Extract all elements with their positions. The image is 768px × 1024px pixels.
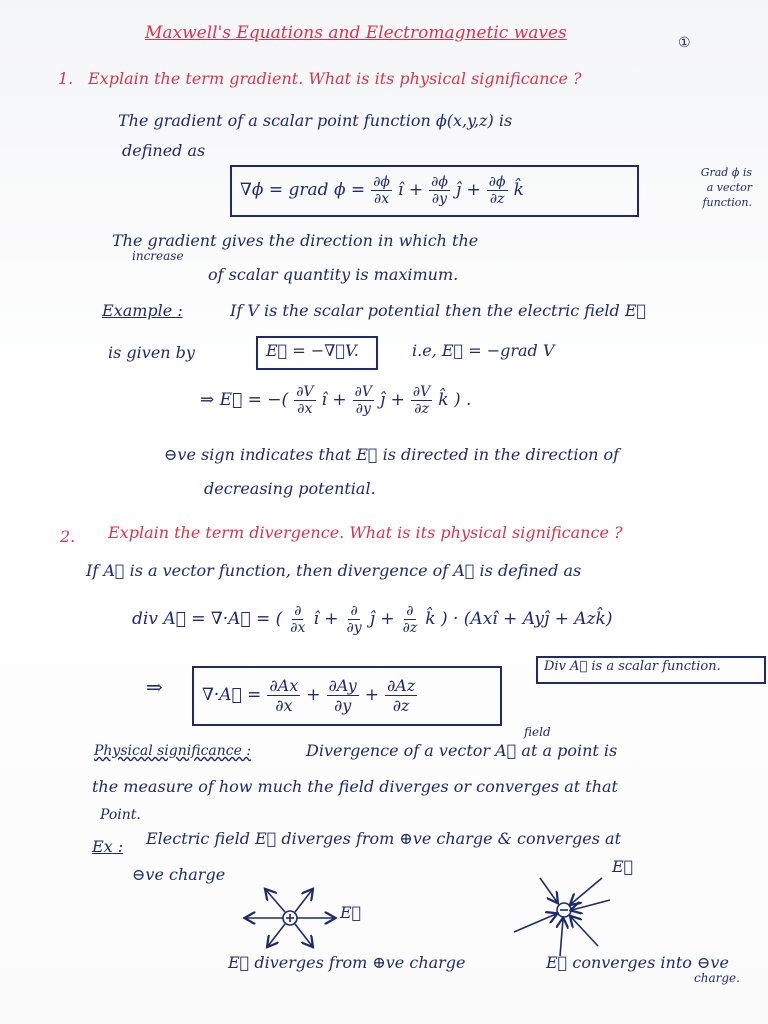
e-field-label-left: E⃗: [340, 903, 362, 922]
plus-sign: +: [306, 685, 321, 705]
potential-partial-y: $\frac{\partial V}{\partial y}$: [354, 383, 372, 417]
unit-j: ĵ +: [369, 609, 395, 629]
q1-definition-line2: defined as: [122, 141, 206, 160]
electric-field-ie: i.e, E⃗ = −grad V: [412, 341, 555, 360]
gradient-description-line2: of scalar quantity is maximum.: [208, 265, 459, 284]
gradient-partial-y: $\frac{\partial\phi}{\partial y}$: [431, 173, 448, 207]
electric-field-expanded: [200, 378, 471, 422]
ex-line1: Electric field E⃗ diverges from ⊕ve charge & converges at: [146, 829, 622, 848]
unit-i: î +: [313, 609, 339, 629]
field-arrow-in-down: [560, 919, 563, 956]
implies-e-equals: ⇒ E⃗ = −(: [200, 390, 289, 410]
q2-definition-line: If A⃗ is a vector function, then divergence of A⃗ is defined as: [86, 561, 582, 580]
field-arrow-down-left: [268, 924, 285, 946]
q1-number: 1.: [58, 69, 74, 88]
partial-ay: $\frac{\partial Ay}{\partial y}$: [328, 675, 357, 715]
del-y: $\frac{\partial}{\partial y}$: [346, 602, 362, 636]
example-label: Example :: [102, 301, 183, 320]
divergence-lhs: div A⃗ = ∇·A⃗ = (: [132, 609, 283, 629]
partial-az: $\frac{\partial Az}{\partial z}$: [386, 675, 416, 715]
field-insert-word: field: [524, 725, 551, 739]
unit-k-close: k̂ ) .: [438, 390, 472, 410]
scalar-function-note: Div A⃗ is a scalar function.: [544, 659, 721, 674]
physical-significance-label: Physical significance :: [94, 743, 252, 759]
ex-line2: ⊖ve charge: [132, 865, 226, 884]
partial-ax: $\frac{\partial Ax}{\partial x}$: [269, 675, 299, 715]
example-line2: is given by: [108, 343, 195, 362]
del-z: $\frac{\partial}{\partial z}$: [402, 602, 418, 636]
gradient-description-line1: The gradient gives the direction in which the: [112, 231, 479, 250]
plus-sign: +: [364, 685, 379, 705]
field-arrow-in-up-left: [540, 878, 557, 902]
del-x: $\frac{\partial}{\partial x}$: [290, 602, 306, 636]
page-number: ①: [678, 35, 691, 51]
implies-arrow: ⇒: [146, 675, 163, 699]
q1-question: Explain the term gradient. What is its physical significance ?: [88, 69, 582, 88]
vector-a-components: k̂ ) · (Axî + Ayĵ + Azk̂): [425, 609, 613, 629]
q2-number: 2.: [60, 527, 76, 546]
physical-significance-line3: Point.: [100, 807, 141, 823]
gradient-insert-word: increase: [132, 249, 184, 263]
e-field-label-right: E⃗: [612, 857, 634, 876]
divergence-result: [202, 670, 419, 720]
ex-label: Ex :: [92, 837, 124, 856]
page-title: Maxwell's Equations and Electromagnetic waves: [145, 23, 567, 43]
potential-partial-x: $\frac{\partial V}{\partial x}$: [296, 383, 314, 417]
unit-i: î +: [397, 180, 424, 200]
field-arrow-in-right: [572, 900, 610, 910]
gradient-equation: [240, 170, 524, 210]
gradient-lhs: ∇ϕ = grad ϕ =: [240, 180, 366, 200]
converging-field-diagram: [512, 872, 642, 962]
q1-definition-line1: The gradient of a scalar point function ϕ(x,y,z) is: [118, 111, 513, 130]
example-line1: If V is the scalar potential then the electric field E⃗: [230, 301, 647, 320]
field-arrow-in-left: [514, 914, 556, 932]
physical-significance-line1: Divergence of a vector A⃗ at a point is: [306, 741, 618, 760]
potential-partial-z: $\frac{\partial V}{\partial z}$: [412, 383, 431, 417]
divergence-box-lhs: ∇·A⃗ =: [202, 685, 262, 705]
caption-diverges: E⃗ diverges from ⊕ve charge: [228, 953, 466, 972]
caption-converges: E⃗ converges into ⊖ve: [546, 953, 729, 972]
gradient-partial-x: $\frac{\partial\phi}{\partial x}$: [373, 173, 390, 207]
divergence-definition: [132, 596, 612, 642]
physical-significance-line2: the measure of how much the field diverges or converges at that: [92, 777, 618, 796]
sign-note-line2: decreasing potential.: [204, 479, 376, 498]
caption-converges-charge: charge.: [694, 971, 740, 985]
electric-field-equation: E⃗ = −∇⃗V.: [266, 341, 359, 360]
field-arrow-up-right: [295, 890, 312, 912]
unit-i: î +: [321, 390, 347, 410]
field-arrow-down-right: [295, 924, 312, 946]
unit-j: ĵ +: [380, 390, 405, 410]
gradient-partial-z: $\frac{\partial\phi}{\partial z}$: [488, 173, 506, 207]
field-arrow-up-left: [266, 890, 285, 912]
q2-question: Explain the term divergence. What is its physical significance ?: [108, 523, 623, 542]
gradient-side-note: Grad ϕ is a vector function.: [700, 166, 752, 209]
field-arrow-in-up-right: [571, 878, 602, 904]
field-arrow-in-down-right: [571, 917, 598, 946]
unit-j: ĵ +: [455, 180, 481, 200]
sign-note-line1: ⊖ve sign indicates that E⃗ is directed in the direction of: [164, 445, 620, 464]
unit-k: k̂: [513, 180, 524, 200]
